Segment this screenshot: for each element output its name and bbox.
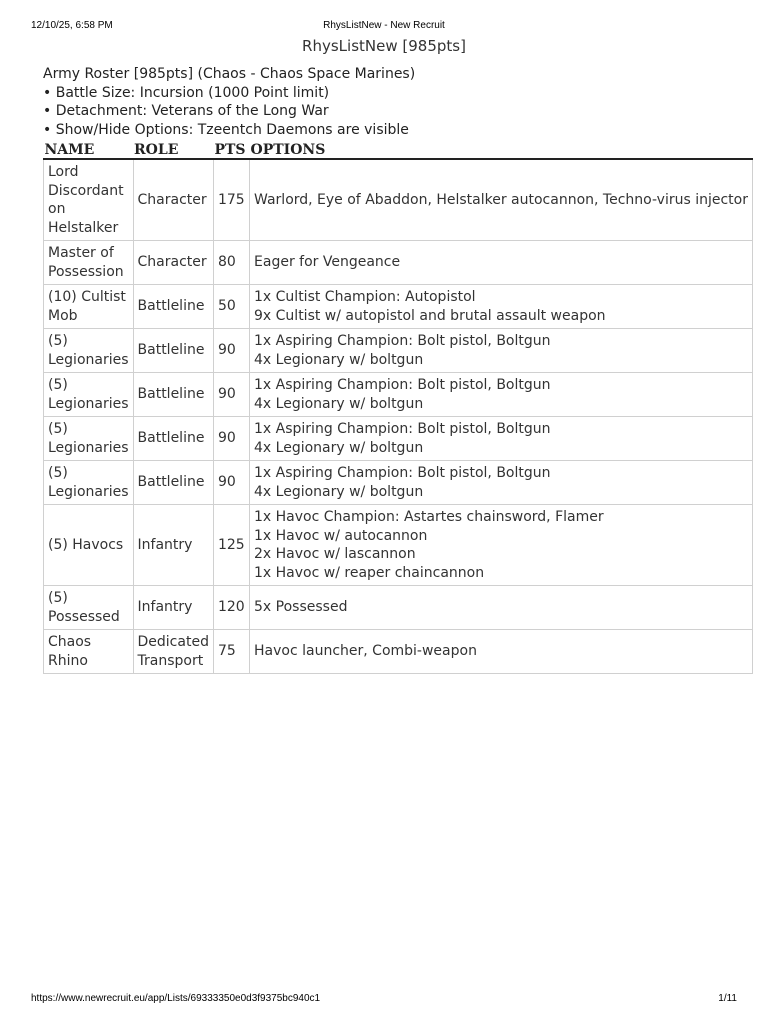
column-header-pts: PTS — [213, 139, 249, 159]
unit-role-cell: Battleline — [133, 461, 213, 505]
unit-pts-cell: 75 — [213, 630, 249, 674]
unit-name-cell: (5) Legionaries — [44, 329, 134, 373]
summary-line-army: Army Roster [985pts] (Chaos - Chaos Space Marines) — [43, 66, 416, 82]
option-line: 1x Aspiring Champion: Bolt pistol, Boltgun — [254, 377, 551, 393]
column-header-name: NAME — [44, 139, 134, 159]
table-row — [44, 505, 753, 586]
table-header-row — [44, 139, 753, 159]
unit-name-cell: Master of Possession — [44, 241, 134, 285]
table-row — [44, 417, 753, 461]
option-line: Warlord, Eye of Abaddon, Helstalker autocannon, Techno-virus injector — [254, 191, 748, 208]
unit-options-cell — [250, 241, 753, 285]
option-line: 4x Legionary w/ boltgun — [254, 483, 424, 500]
option-line: 1x Aspiring Champion: Bolt pistol, Boltgun — [254, 465, 551, 481]
summary-line-detachment: • Detachment: Veterans of the Long War — [43, 103, 329, 119]
unit-options-cell — [250, 285, 753, 329]
unit-name-cell: (5) Legionaries — [44, 373, 134, 417]
column-header-role: ROLE — [133, 139, 213, 159]
option-line: 1x Aspiring Champion: Bolt pistol, Boltgun — [254, 333, 551, 349]
option-line: 1x Havoc Champion: Astartes chainsword, Flamer — [254, 509, 604, 525]
unit-pts-cell: 80 — [213, 241, 249, 285]
unit-name-cell: (10) Cultist Mob — [44, 285, 134, 329]
unit-options-cell — [250, 373, 753, 417]
unit-pts-cell: 90 — [213, 417, 249, 461]
unit-pts-cell: 90 — [213, 329, 249, 373]
option-line: 9x Cultist w/ autopistol and brutal assault weapon — [254, 307, 606, 324]
unit-name-cell: (5) Havocs — [44, 505, 134, 586]
unit-name-cell: Lord Discordant on Helstalker — [44, 159, 134, 241]
unit-role-cell: Battleline — [133, 329, 213, 373]
option-line: 1x Aspiring Champion: Bolt pistol, Boltgun — [254, 421, 551, 437]
summary-line-battle-size: • Battle Size: Incursion (1000 Point limit) — [43, 84, 330, 101]
unit-options-cell — [250, 329, 753, 373]
unit-role-cell: Battleline — [133, 373, 213, 417]
option-line: 4x Legionary w/ boltgun — [254, 351, 424, 368]
table-row — [44, 329, 753, 373]
unit-pts-cell: 50 — [213, 285, 249, 329]
unit-pts-cell: 125 — [213, 505, 249, 586]
option-line: Havoc launcher, Combi-weapon — [254, 643, 477, 660]
unit-role-cell: Character — [133, 159, 213, 241]
roster-table — [43, 139, 753, 674]
unit-role-cell: Character — [133, 241, 213, 285]
print-footer — [31, 993, 737, 1007]
print-page-title: RhysListNew - New Recruit — [323, 20, 445, 31]
unit-pts-cell: 175 — [213, 159, 249, 241]
option-line: 1x Cultist Champion: Autopistol — [254, 289, 476, 305]
table-row — [44, 285, 753, 329]
table-row — [44, 586, 753, 630]
print-datetime: 12/10/25, 6:58 PM — [31, 20, 113, 31]
unit-role-cell: Battleline — [133, 285, 213, 329]
option-line: Eager for Vengeance — [254, 254, 401, 271]
table-row — [44, 630, 753, 674]
unit-name-cell: (5) Legionaries — [44, 461, 134, 505]
print-header — [31, 20, 737, 34]
table-row — [44, 461, 753, 505]
unit-name-cell: (5) Possessed — [44, 586, 134, 630]
unit-options-cell — [250, 586, 753, 630]
unit-role-cell: Infantry — [133, 505, 213, 586]
unit-pts-cell: 120 — [213, 586, 249, 630]
table-row — [44, 373, 753, 417]
unit-options-cell — [250, 630, 753, 674]
print-page-number: 1/11 — [718, 993, 737, 1004]
option-line: 5x Possessed — [254, 599, 348, 616]
unit-role-cell: Infantry — [133, 586, 213, 630]
unit-role-cell: Dedicated Transport — [133, 630, 213, 674]
option-line: 2x Havoc w/ lascannon — [254, 546, 416, 562]
unit-options-cell — [250, 505, 753, 586]
print-url: https://www.newrecruit.eu/app/Lists/69333350e0d3f9375bc940c1 — [31, 993, 321, 1004]
unit-options-cell — [250, 159, 753, 241]
unit-name-cell: Chaos Rhino — [44, 630, 134, 674]
option-line: 4x Legionary w/ boltgun — [254, 395, 424, 412]
unit-pts-cell: 90 — [213, 373, 249, 417]
unit-options-cell — [250, 417, 753, 461]
table-row — [44, 241, 753, 285]
unit-name-cell: (5) Legionaries — [44, 417, 134, 461]
option-line: 1x Havoc w/ reaper chaincannon — [254, 564, 485, 581]
roster-summary — [43, 65, 733, 139]
option-line: 1x Havoc w/ autocannon — [254, 527, 428, 544]
roster-table-body — [44, 159, 753, 674]
unit-pts-cell: 90 — [213, 461, 249, 505]
unit-options-cell — [250, 461, 753, 505]
summary-line-show-hide: • Show/Hide Options: Tzeentch Daemons are visible — [43, 121, 409, 138]
roster-title: RhysListNew [985pts] — [302, 37, 466, 55]
table-row — [44, 159, 753, 241]
unit-role-cell: Battleline — [133, 417, 213, 461]
column-header-options: OPTIONS — [250, 139, 753, 159]
option-line: 4x Legionary w/ boltgun — [254, 439, 424, 456]
